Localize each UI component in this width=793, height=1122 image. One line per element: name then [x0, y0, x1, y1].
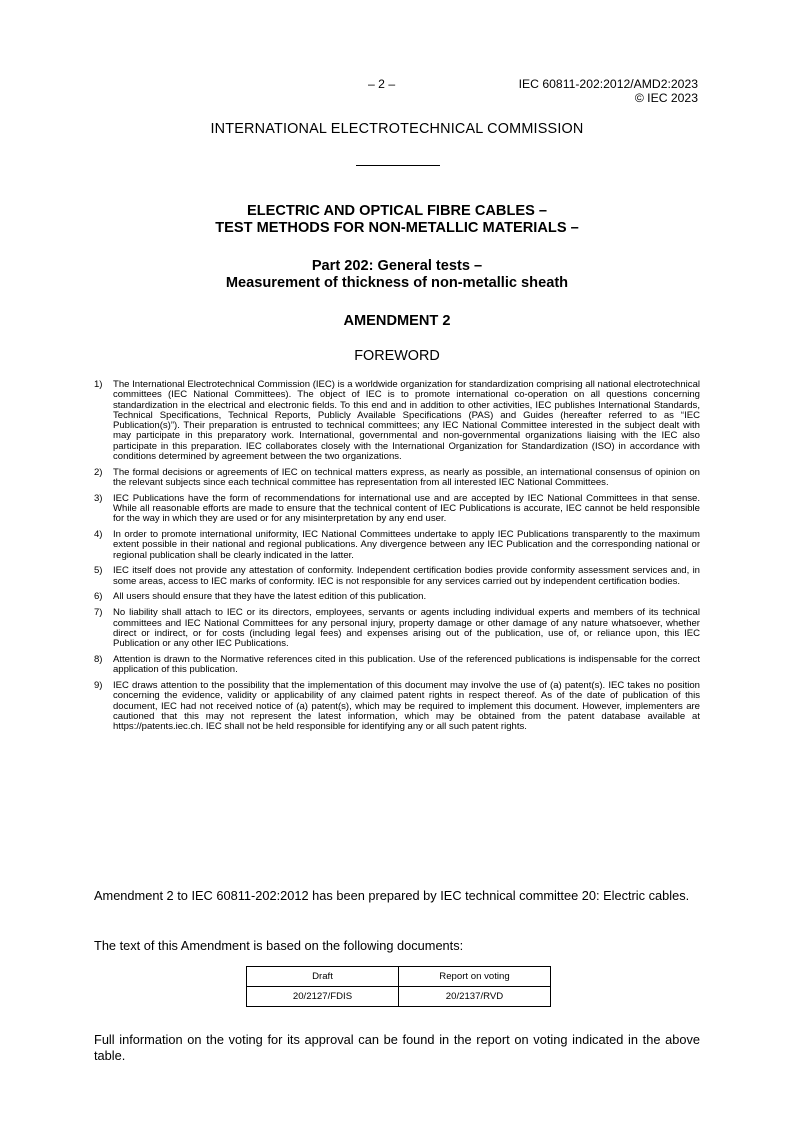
item-text: In order to promote international uniformity, IEC National Committees undertake to apply IEC Publications transparently to the maximum extent possible in their national and regional publications. Any divergence between any IEC Publication and the corresponding national or regional publication shall be clearly indicated in the latter.: [113, 529, 700, 561]
foreword-item: [94, 592, 700, 602]
item-text: All users should ensure that they have the latest edition of this publication.: [113, 591, 427, 603]
item-number: 4): [94, 529, 103, 541]
foreword-list: [94, 380, 700, 738]
table-row: [247, 987, 551, 1007]
documents-table: [246, 966, 551, 1007]
foreword-item: [94, 380, 700, 462]
item-text: IEC itself does not provide any attestation of conformity. Independent certification bodies provide conformity assessment services and, in some areas, access to IEC marks of conformity. IEC is not responsible for any services carried out by independent certification bodies.: [113, 565, 700, 587]
separator-rule: [356, 165, 440, 166]
item-number: 8): [94, 653, 103, 665]
table-cell-report: 20/2137/RVD: [399, 987, 551, 1007]
organization-name: INTERNATIONAL ELECTROTECHNICAL COMMISSION: [210, 121, 584, 137]
foreword-item: [94, 530, 700, 561]
item-text: IEC Publications have the form of recommendations for international use and are accepted by IEC National Committees in that sense. While all reasonable efforts are made to ensure that the technical content of IEC Publications is accurate, IEC cannot be held responsible for the way in which they are used or for any misinterpretation by any end user.: [113, 492, 700, 525]
document-reference: [519, 77, 698, 105]
foreword-item: [94, 566, 700, 587]
amendment-heading: AMENDMENT 2: [343, 313, 451, 329]
item-number: 7): [94, 607, 103, 619]
title-line-2: TEST METHODS FOR NON-METALLIC MATERIALS –: [215, 220, 579, 236]
item-text: No liability shall attach to IEC or its directors, employees, servants or agents including individual experts and members of its technical committees and IEC National Committees for any personal injury, property damage or other damage of any nature whatsoever, whether direct or indirect, or for costs (including legal fees) and expenses arising out of the publication, use of, or reliance upon, this IEC Publication or any other IEC Publications.: [113, 607, 700, 650]
foreword-item: [94, 494, 700, 525]
item-text: The International Electrotechnical Commission (IEC) is a worldwide organization for standardization comprising all national electrotechnical committees (IEC National Committees). The object of IEC is to promote international co-operation on all questions concerning standardization in the electrical and electronic fields. To this end and in addition to other activities, IEC publishes International Standards, Technical Specifications, Technical Reports, Publicly Available Specifications (PAS) and Guides (hereafter referred to as “IEC Publication(s)”). Their preparation is entrusted to technical committees; any IEC National Committee interested in the subject dealt with may participate in this preparatory work. International, governmental and non-governmental organizations liaising with the IEC also participate in this preparation. IEC collaborates closely with the International Organization for Standardization (ISO) in accordance with conditions determined by agreement between the two organizations.: [113, 379, 700, 462]
item-number: 5): [94, 565, 103, 577]
foreword-item: [94, 655, 700, 676]
item-number: 9): [94, 680, 103, 691]
part-title-line-2: Measurement of thickness of non-metallic sheath: [225, 275, 569, 291]
prepared-by-paragraph: Amendment 2 to IEC 60811-202:2012 has been prepared by IEC technical committee 20: Electric cables.: [94, 888, 690, 903]
column-header-report: Report on voting: [399, 967, 551, 987]
foreword-item: [94, 468, 700, 489]
item-number: 3): [94, 492, 103, 504]
title-line-1: ELECTRIC AND OPTICAL FIBRE CABLES –: [247, 203, 547, 219]
table-cell-draft: 20/2127/FDIS: [247, 987, 399, 1007]
voting-info-paragraph: Full information on the voting for its approval can be found in the report on voting indicated in the above table.: [94, 1032, 700, 1063]
part-title: [94, 258, 700, 292]
column-header-draft: Draft: [247, 967, 399, 987]
item-text: The formal decisions or agreements of IEC on technical matters express, as nearly as possible, an international consensus of opinion on the relevant subjects since each technical committee has representation from all interested IEC National Committees.: [113, 466, 700, 488]
foreword-item: [94, 608, 700, 649]
page-header: [94, 77, 700, 107]
part-title-line-1: Part 202: General tests –: [311, 258, 483, 274]
foreword-item: [94, 681, 700, 732]
item-number: 2): [94, 466, 103, 478]
page-number: – 2 –: [368, 77, 396, 91]
based-on-paragraph: The text of this Amendment is based on the following documents:: [94, 938, 464, 953]
document-title: [94, 203, 700, 237]
foreword-heading: FOREWORD: [354, 348, 440, 364]
item-number: 6): [94, 591, 103, 603]
document-id: IEC 60811-202:2012/AMD2:2023: [518, 77, 698, 91]
item-text: Attention is drawn to the Normative references cited in this publication. Use of the referenced publications is indispensable for the correct application of this publication.: [113, 653, 700, 676]
item-text: IEC draws attention to the possibility that the implementation of this document may involve the use of (a) patent(s). IEC takes no position concerning the evidence, validity or applicability of any claimed patent rights in respect thereof. As of the date of publication of this document, IEC had not received notice of (a) patent(s), which may be required to implement this document. However, implementers are cautioned that this may not represent the latest information, which may be obtained from the patent database available at https://patents.iec.ch. IEC shall not be held responsible for identifying any or all such patent rights.: [113, 680, 700, 732]
table-header-row: [247, 967, 551, 987]
item-number: 1): [94, 379, 103, 390]
copyright-notice: © IEC 2023: [634, 91, 698, 105]
document-page: [94, 0, 700, 1122]
